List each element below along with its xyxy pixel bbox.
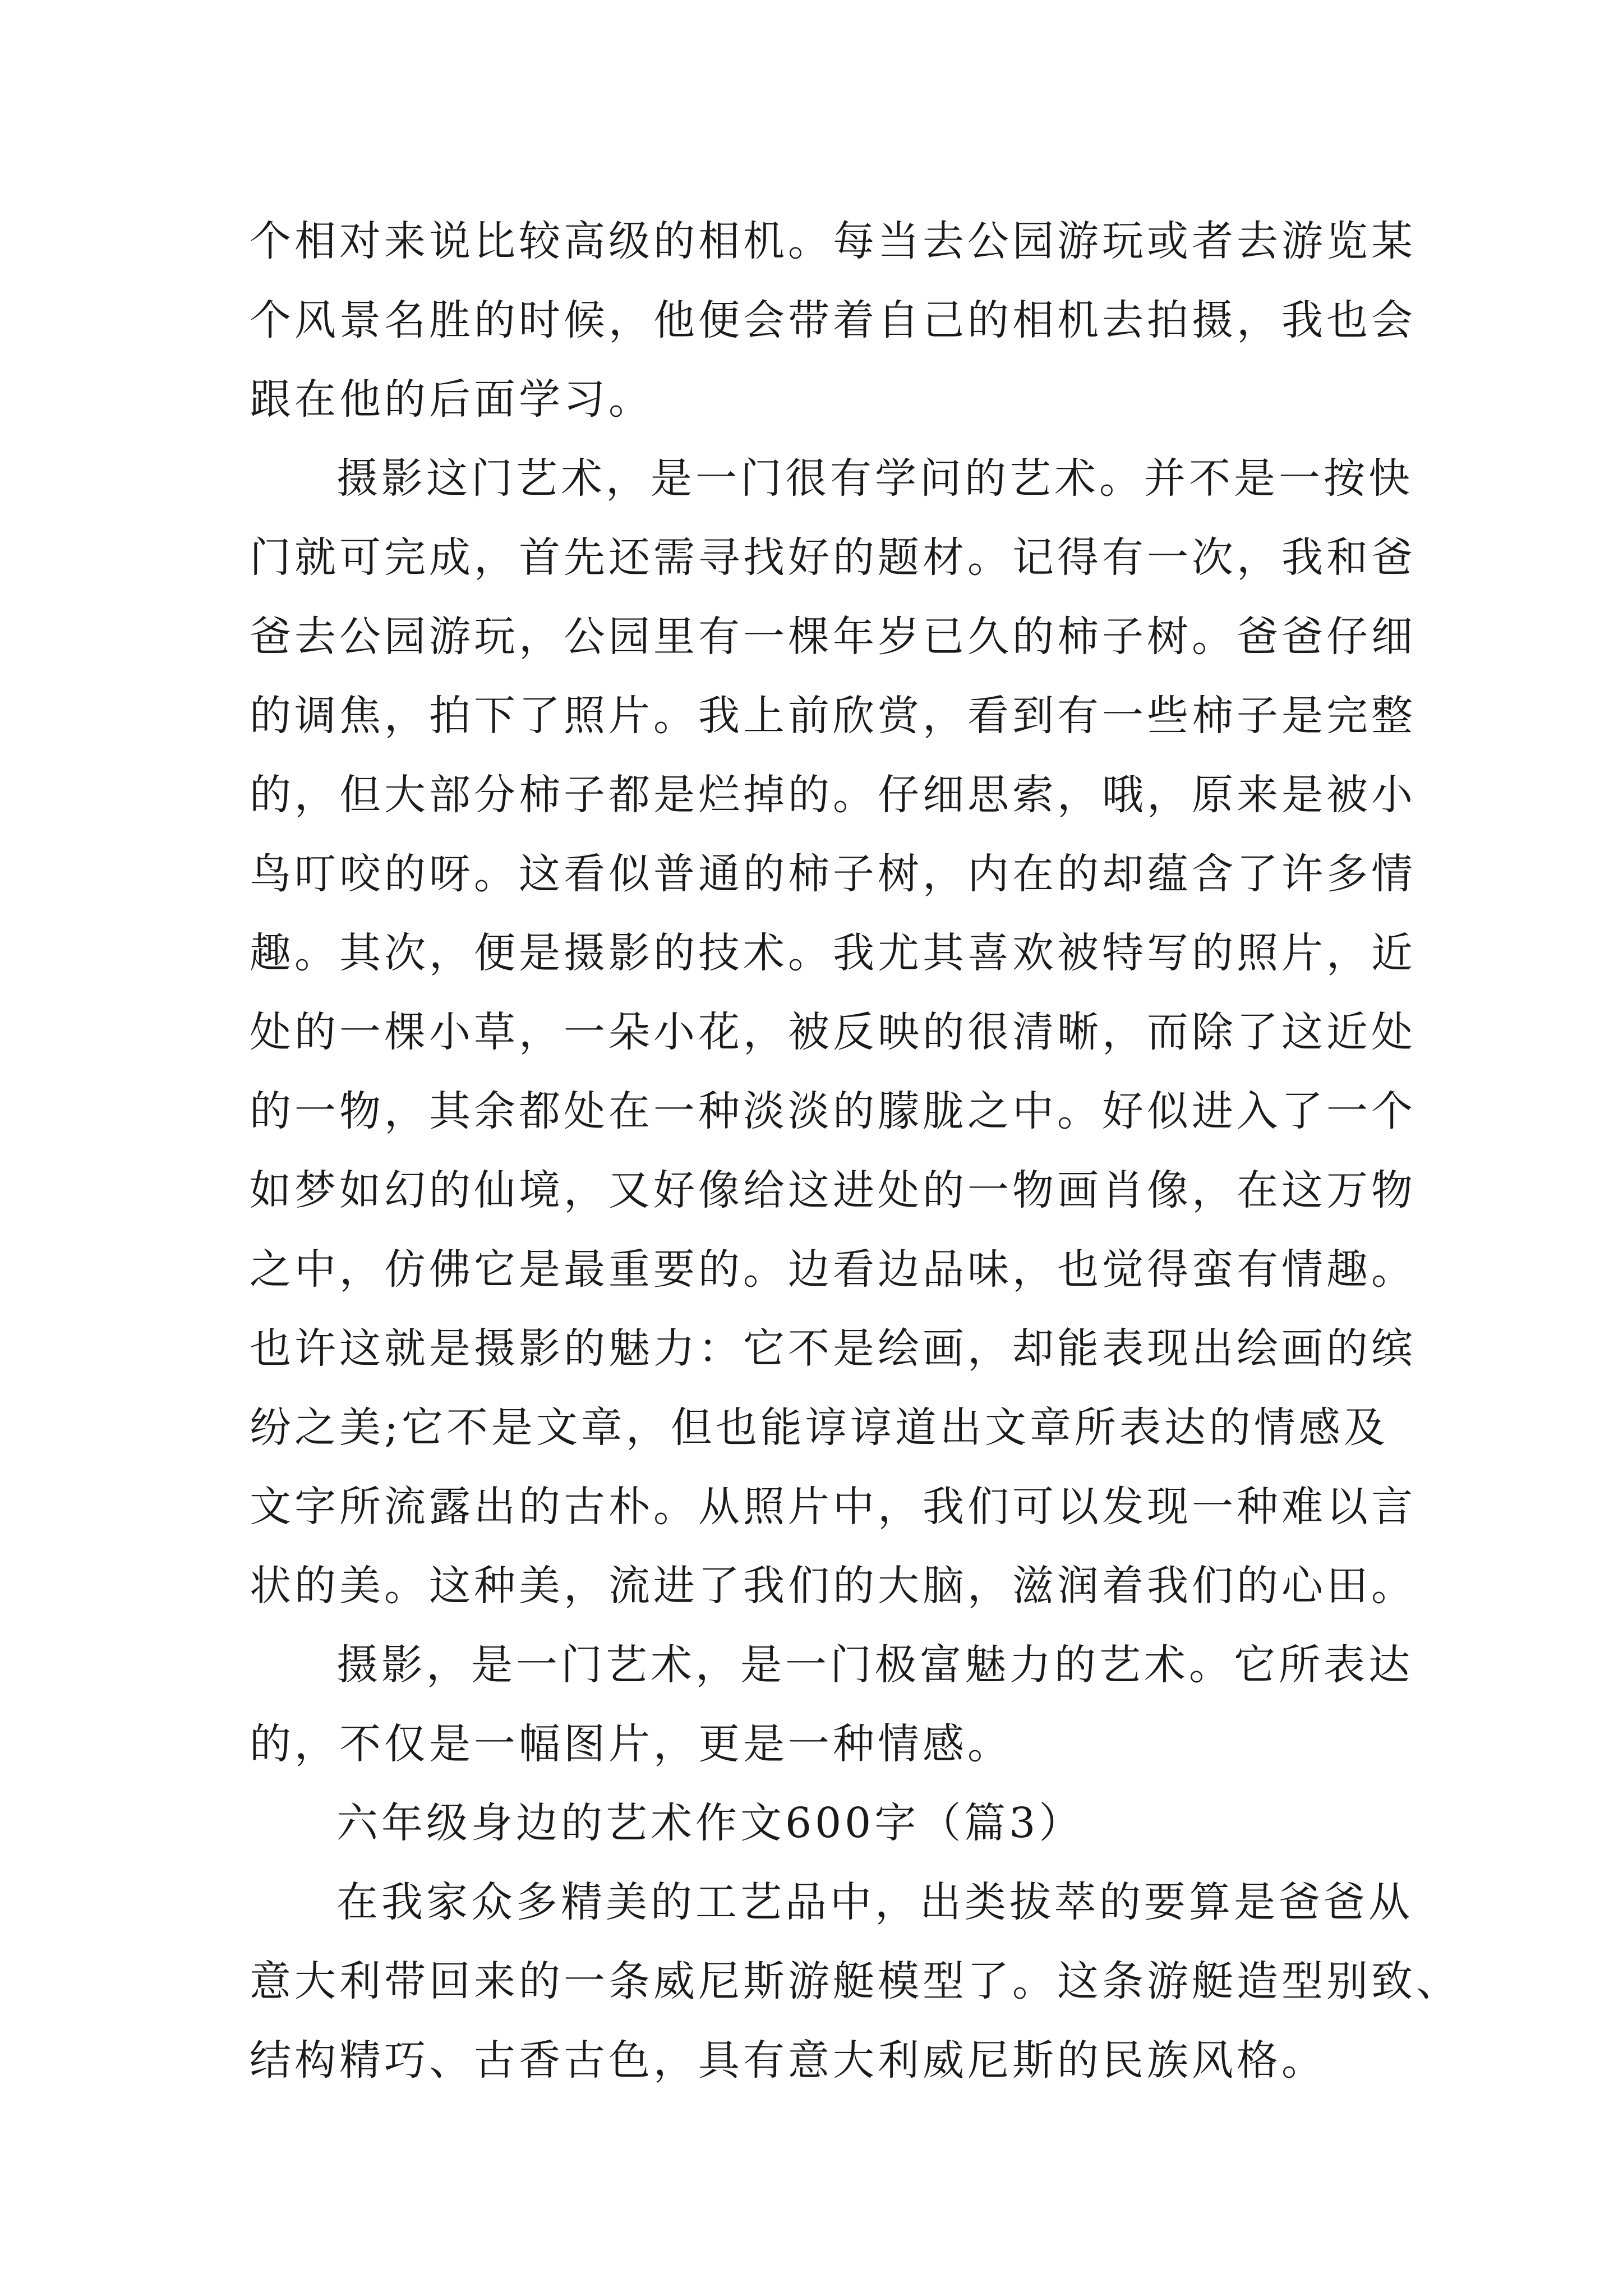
text-line: 六年级身边的艺术作文600字（篇3） [336, 1799, 1084, 1847]
text-line: 意大利带回来的一条威尼斯游艇模型了。这条游艇造型别致、 [250, 1957, 1461, 2005]
text-line: 如梦如幻的仙境，又好像给这进处的一物画肖像，在这万物 [250, 1166, 1416, 1214]
text-line: 之中，仿佛它是最重要的。边看边品味，也觉得蛮有情趣。 [250, 1245, 1416, 1294]
text-line: 个相对来说比较高级的相机。每当去公园游玩或者去游览某 [250, 217, 1416, 265]
text-line: 的，不仅是一幅图片，更是一种情感。 [250, 1720, 1012, 1768]
text-line: 的，但大部分柿子都是烂掉的。仔细思索，哦，原来是被小 [250, 771, 1416, 819]
text-line: 爸去公园游玩，公园里有一棵年岁已久的柿子树。爸爸仔细 [250, 613, 1416, 661]
text-line: 文字所流露出的古朴。从照片中，我们可以发现一种难以言 [250, 1483, 1416, 1531]
text-line: 的一物，其余都处在一种淡淡的朦胧之中。好似进入了一个 [250, 1087, 1416, 1135]
text-line: 结构精巧、古香古色，具有意大利威尼斯的民族风格。 [250, 2036, 1326, 2085]
text-line: 在我家众多精美的工艺品中，出类拔萃的要算是爸爸从 [336, 1878, 1413, 1926]
text-line: 跟在他的后面学习。 [250, 375, 653, 424]
body-text [250, 202, 1461, 2100]
text-line: 状的美。这种美，流进了我们的大脑，滋润着我们的心田。 [250, 1562, 1416, 1610]
text-line: 门就可完成，首先还需寻找好的题材。记得有一次，我和爸 [250, 533, 1416, 582]
text-line: 也许这就是摄影的魅力：它不是绘画，却能表现出绘画的缤 [250, 1324, 1416, 1373]
text-line: 鸟叮咬的呀。这看似普通的柿子树，内在的却蕴含了许多情 [250, 850, 1416, 898]
text-line: 处的一棵小草，一朵小花，被反映的很清晰，而除了这近处 [250, 1008, 1416, 1056]
text-line: 纷之美;它不是文章，但也能谆谆道出文章所表达的情感及 [250, 1404, 1389, 1452]
text-line: 摄影，是一门艺术，是一门极富魅力的艺术。它所表达 [336, 1641, 1413, 1689]
text-line: 摄影这门艺术，是一门很有学问的艺术。并不是一按快 [336, 454, 1413, 503]
text-line: 个风景名胜的时候，他便会带着自己的相机去拍摄，我也会 [250, 296, 1416, 344]
text-line: 的调焦，拍下了照片。我上前欣赏，看到有一些柿子是完整 [250, 692, 1416, 740]
text-line: 趣。其次，便是摄影的技术。我尤其喜欢被特写的照片，近 [250, 929, 1416, 977]
